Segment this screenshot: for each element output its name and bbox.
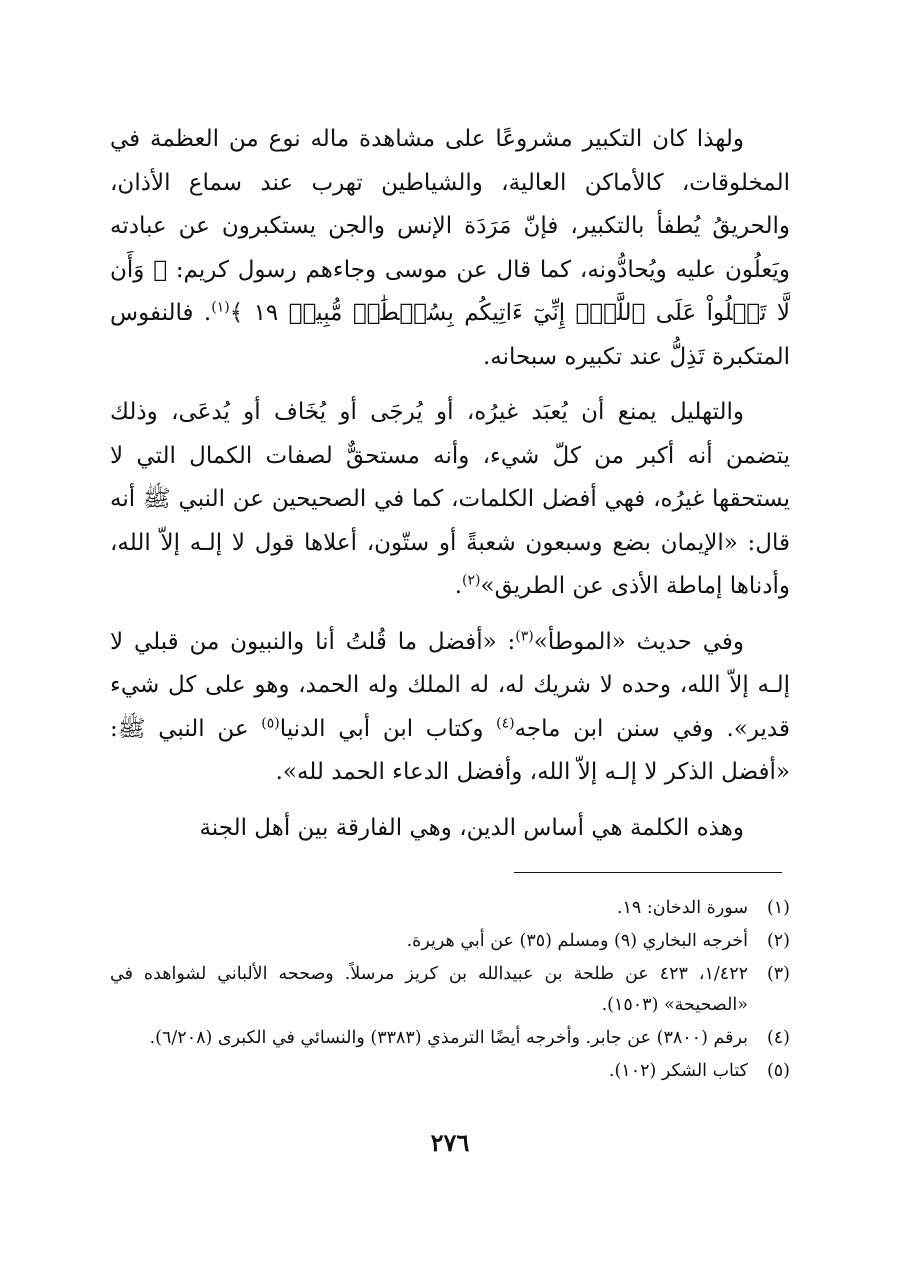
paragraph-text: عن النبي ﷺ: «أفضل الذكر لا إلـه إلاّ الله، وأفضل الدعاء الحمد لله». <box>110 715 790 785</box>
footnotes <box>110 893 790 1089</box>
footnote-item <box>110 959 790 1021</box>
footnote-number: (٤) <box>766 1028 790 1048</box>
paragraph-text: : «أفضل ما قُلتُ أنا والنبيون من قبلي لا إلـه إلاّ الله، وحده لا شريك له، له الملك وله الحمد، وهو على كل شيء قدير». وفي سنن ابن ماجه <box>110 628 790 742</box>
footnote-text: برقم (٣٨٠٠) عن جابر. وأخرجه أيضًا الترمذي (٣٣٨٣) والنسائي في الكبرى (٦/٢٠٨). <box>149 1028 748 1048</box>
footnote-ref[interactable]: (٥) <box>261 714 280 731</box>
paragraph-text: . <box>454 573 463 599</box>
footnote-ref[interactable]: (٤) <box>496 714 515 731</box>
paragraph-muwatta <box>110 621 790 795</box>
footnote-ref[interactable]: (٣) <box>515 627 534 644</box>
footnote-number: (٣) <box>766 964 790 984</box>
footnote-text: كتاب الشكر (١٠٢). <box>608 1061 748 1081</box>
footnote-item <box>110 926 790 957</box>
paragraph-text: . فالنفوس المتكبرة تَذِلُّ عند تكبيره سبحانه. <box>110 300 790 370</box>
footnote-item <box>110 893 790 924</box>
quran-verse: ﴿ وَأَن لَّا تَعۡلُواْ عَلَى ٱللَّهِۖ إِنِّيٓ ءَاتِيكُم بِسُلۡطَٰنٖ مُّبِينٖ ١٩ ﴾ <box>110 256 790 326</box>
paragraph-kalima: وهذه الكلمة هي أساس الدين، وهي الفارقة بين أهل الجنة <box>199 814 744 841</box>
footnote-ref[interactable]: (١) <box>211 299 230 316</box>
paragraph-tahlil <box>110 391 790 609</box>
footnote-number: (٢) <box>766 931 790 951</box>
page-body <box>110 118 790 848</box>
paragraph-text: وفي حديث «الموطأ» <box>533 628 744 655</box>
footnote-number: (٥) <box>766 1061 790 1081</box>
paragraph-takbir <box>110 118 790 379</box>
footnote-text: أخرجه البخاري (٩) ومسلم (٣٥) عن أبي هريرة. <box>406 931 748 951</box>
page-number: ٢٧٦ <box>430 1128 470 1157</box>
paragraph-text: ولهذا كان التكبير مشروعًا على مشاهدة ماله نوع من العظمة في المخلوقات، كالأماكن العالية، والشياطين تهرب عند سماع الأذان، والحريقُ يُطفأ بالتكبير، فإنّ مَرَدَة الإنس والجن يستكبرون عن عبادته ويَعلُون عليه ويُحادُّونه، كما قال عن موسى وجاءهم رسول كريم: <box>110 126 790 283</box>
footnote-item <box>110 1023 790 1054</box>
main-text <box>110 118 790 848</box>
footnote-text: ١/٤٢٢، ٤٢٣ عن طلحة بن عبيدالله بن كريز مرسلاً. وصححه الألباني لشواهده في «الصحيحة» (١٥٠٣). <box>110 964 748 1015</box>
footnote-divider <box>514 872 782 873</box>
paragraph-text: والتهليل يمنع أن يُعبَد غيرُه، أو يُرجَى أو يُخَاف أو يُدعَى، وذلك يتضمن أنه أكبر من كلّ شيء، وأنه مستحقٌّ لصفات الكمال التي لا يستحقها غيرُه، فهي أفضل الكلمات، كما في الصحيحين عن النبي ﷺ أنه قال: «الإيمان بضع وسبعون شعبةً أو ستّون، أعلاها قول لا إلـه إلاّ الله، وأدناها إماطة الأذى عن الطريق» <box>110 399 790 599</box>
paragraph-text: وكتاب ابن أبي الدنيا <box>279 715 497 742</box>
footnote-text: سورة الدخان: ١٩. <box>616 898 748 918</box>
footnote-number: (١) <box>766 898 790 918</box>
footnote-item <box>110 1056 790 1087</box>
footnote-ref[interactable]: (٢) <box>462 572 481 589</box>
